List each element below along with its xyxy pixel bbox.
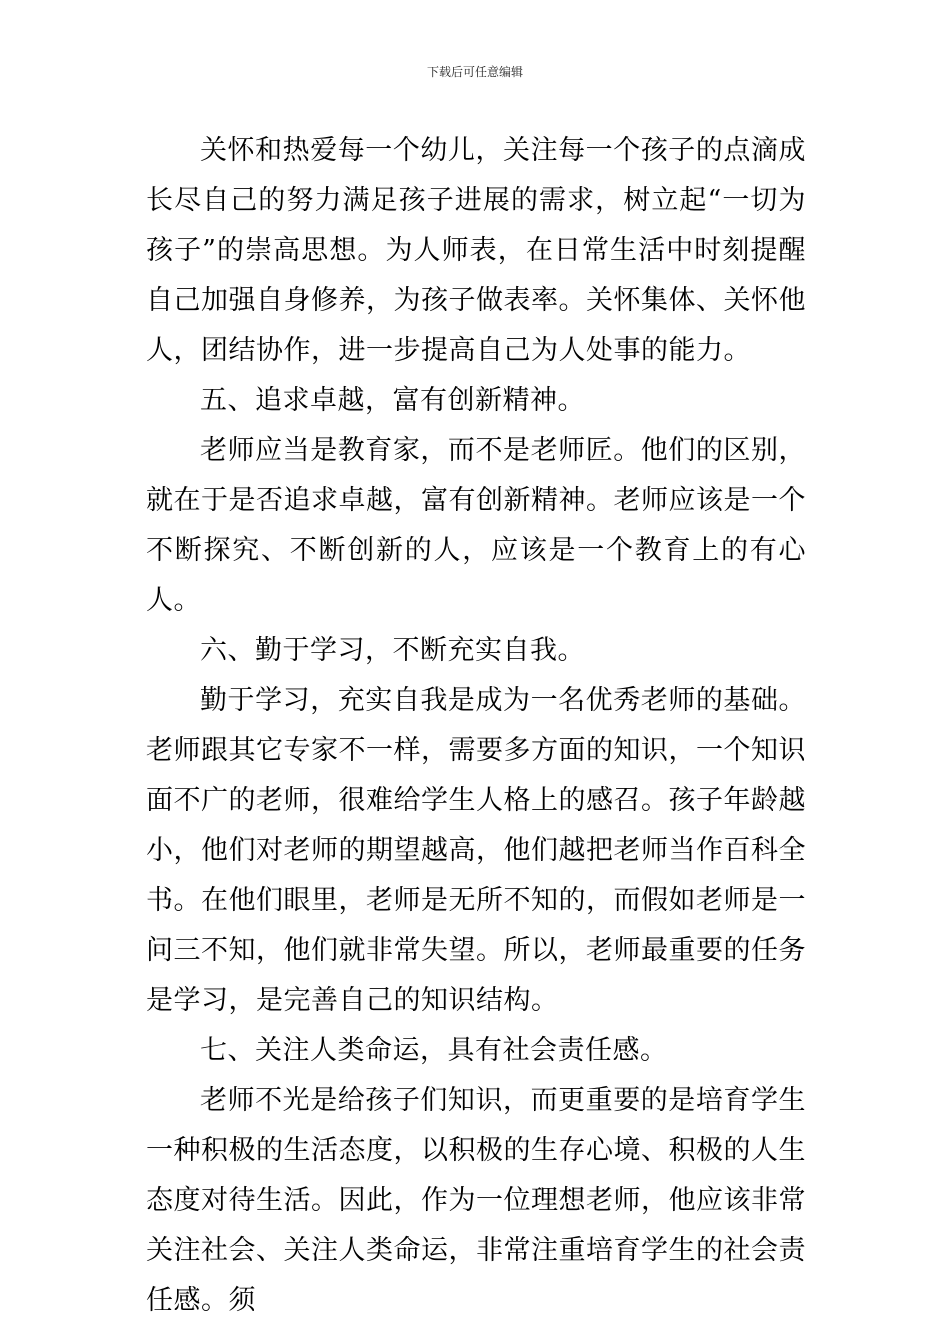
section-heading-five: 五、追求卓越，富有创新精神。 — [200, 385, 585, 416]
paragraph-social-responsibility: 老师不光是给孩子们知识，而更重要的是培育学生一种积极的生活态度，以积极的生存心境、积极的人生态度对待生活。因此，作为一位理想老师，他应该非常关注社会、关注人类命运，非常注重培育学生的社会责任感。须 — [146, 1085, 806, 1316]
page-header: 下载后可任意编辑 — [426, 65, 523, 79]
section-heading-six: 六、勤于学习，不断充实自我。 — [200, 635, 585, 666]
document-body — [146, 126, 806, 1326]
paragraph-innovation: 老师应当是教育家，而不是老师匠。他们的区别，就在于是否追求卓越，富有创新精神。老师应该是一个不断探究、不断创新的人，应该是一个教育上的有心人。 — [146, 435, 806, 616]
paragraph-care-for-children: 关怀和热爱每一个幼儿，关注每一个孩子的点滴成长尽自己的努力满足孩子进展的需求，树立起“一切为孩子”的崇高思想。为人师表，在日常生活中时刻提醒自己加强自身修养，为孩子做表率。关怀集体、关怀他人，团结协作，进一步提高自己为人处事的能力。 — [146, 135, 806, 366]
paragraph-learning: 勤于学习，充实自我是成为一名优秀老师的基础。老师跟其它专家不一样，需要多方面的知识，一个知识面不广的老师，很难给学生人格上的感召。孩子年龄越小，他们对老师的期望越高，他们越把老师当作百科全书。在他们眼里，老师是无所不知的，而假如老师是一问三不知，他们就非常失望。所以，老师最重要的任务是学习，是完善自己的知识结构。 — [146, 685, 806, 1016]
section-heading-seven: 七、关注人类命运，具有社会责任感。 — [200, 1035, 668, 1066]
